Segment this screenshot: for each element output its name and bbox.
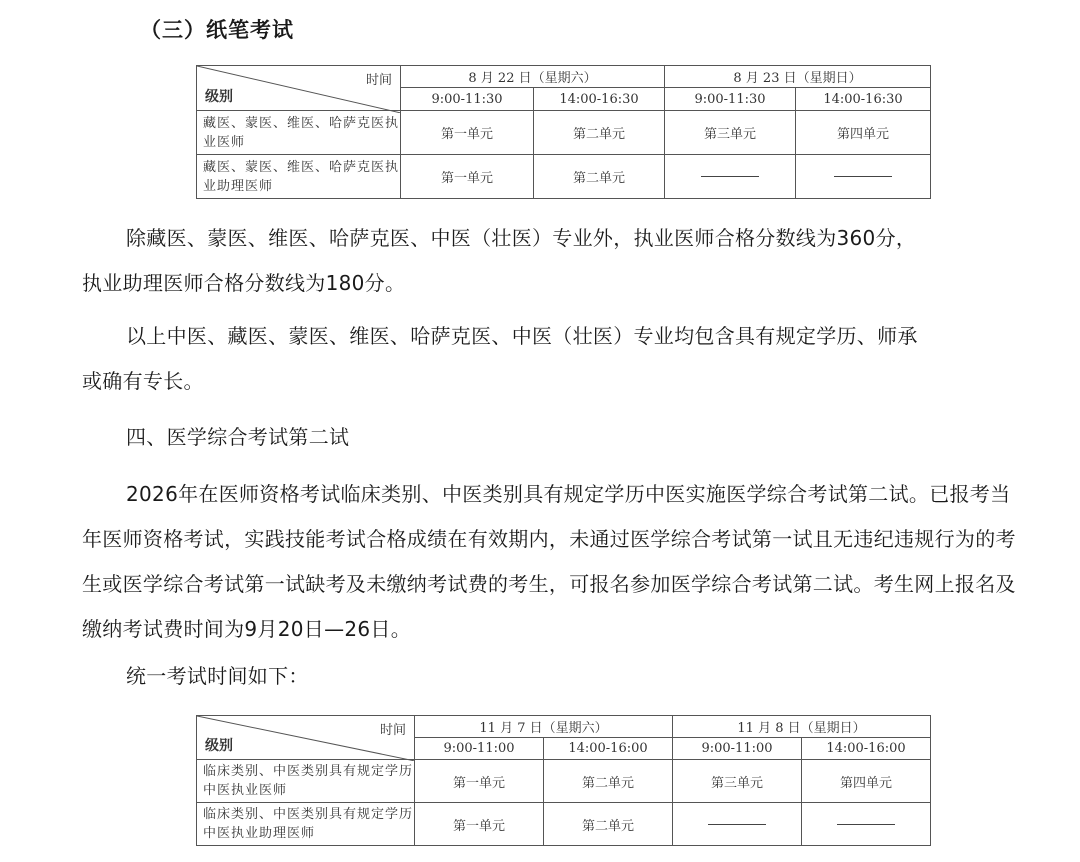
unit-cell: 第二单元 [534,155,665,199]
unit-cell: 第二单元 [534,111,665,155]
time-slot: 9:00-11:00 [673,738,802,760]
level-cell: 临床类别、中医类别具有规定学历中医执业医师 [197,760,415,803]
unit-cell: 第三单元 [673,760,802,803]
paragraph-second-exam [82,472,1017,652]
unit-cell: 第一单元 [415,803,544,846]
paragraph-scope-line2: 或确有专长。 [82,369,204,393]
dash-placeholder [837,824,895,825]
day-header: 8 月 23 日（星期日） [665,66,931,88]
section-title: （三）纸笔考试 [140,18,294,42]
unit-cell: 第一单元 [415,760,544,803]
time-slot: 14:00-16:00 [802,738,931,760]
exam-schedule-table-1 [196,65,931,199]
table-row [197,803,931,846]
level-cell: 临床类别、中医类别具有规定学历中医执业助理医师 [197,803,415,846]
table-header-corner [197,66,401,111]
time-slot: 14:00-16:30 [534,88,665,111]
unit-cell: 第三单元 [665,111,796,155]
unit-cell: 第二单元 [544,760,673,803]
level-cell: 藏医、蒙医、维医、哈萨克医执业助理医师 [197,155,401,199]
day-header: 11 月 7 日（星期六） [415,716,673,738]
exam-schedule-table-2 [196,715,931,846]
unit-cell: 第二单元 [544,803,673,846]
unit-cell: 第一单元 [401,111,534,155]
day-header: 8 月 22 日（星期六） [401,66,665,88]
paragraph-scope-line1: 以上中医、藏医、蒙医、维医、哈萨克医、中医（壮医）专业均包含具有规定学历、师承 [126,324,918,348]
level-header-label: 级别 [205,89,233,105]
paragraph-passing-score-line2: 执业助理医师合格分数线为180分。 [82,271,406,295]
table-row [197,760,931,803]
level-header-label: 级别 [205,738,233,754]
table-header-corner [197,716,415,760]
empty-cell [802,803,931,846]
time-slot: 9:00-11:00 [415,738,544,760]
time-slot: 14:00-16:30 [796,88,931,111]
dash-placeholder [834,176,892,177]
day-header: 11 月 8 日（星期日） [673,716,931,738]
unit-cell: 第一单元 [401,155,534,199]
time-slot: 9:00-11:30 [401,88,534,111]
table-row [197,155,931,199]
paragraph-passing-score-line1: 除藏医、蒙医、维医、哈萨克医、中医（壮医）专业外，执业医师合格分数线为360分， [126,226,917,250]
empty-cell [796,155,931,199]
table-row [197,111,931,155]
paragraph-second-exam-text: 2026年在医师资格考试临床类别、中医类别具有规定学历中医实施医学综合考试第二试。已报考当年医师资格考试，实践技能考试合格成绩在有效期内，未通过医学综合考试第一试且无违纪违规行为的考生或医学综合考试第一试缺考及未缴纳考试费的考生，可报名参加医学综合考试第二试。考生网上报名及缴纳考试费时间为9月20日—26日。 [82,482,1016,641]
dash-placeholder [708,824,766,825]
time-slot: 9:00-11:30 [665,88,796,111]
unit-cell: 第四单元 [802,760,931,803]
time-header-label: 时间 [379,723,406,738]
section-4-title: 四、医学综合考试第二试 [126,425,350,449]
paragraph-schedule-intro: 统一考试时间如下： [126,664,309,688]
empty-cell [665,155,796,199]
time-header-label: 时间 [365,73,392,88]
empty-cell [673,803,802,846]
dash-placeholder [701,176,759,177]
level-cell: 藏医、蒙医、维医、哈萨克医执业医师 [197,111,401,155]
unit-cell: 第四单元 [796,111,931,155]
time-slot: 14:00-16:00 [544,738,673,760]
